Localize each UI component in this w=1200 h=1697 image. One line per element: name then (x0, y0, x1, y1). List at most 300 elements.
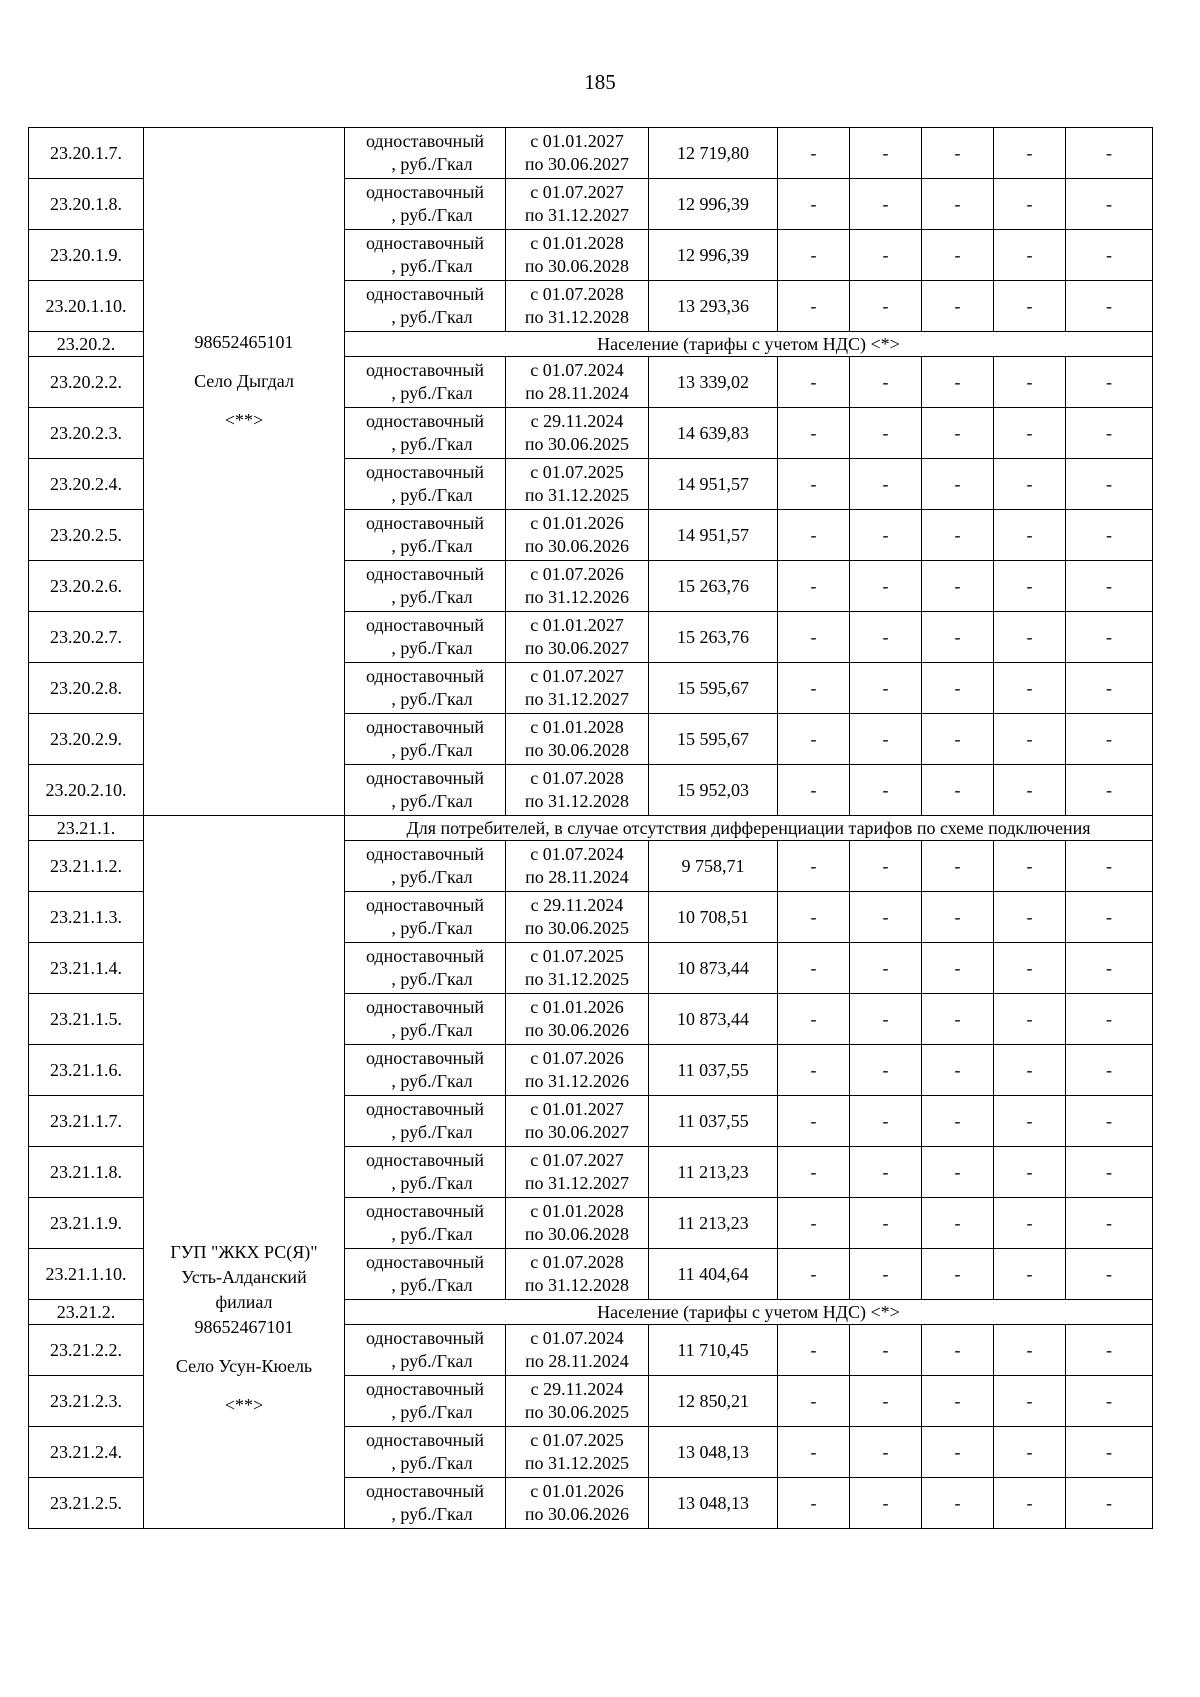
empty-dash: - (994, 1198, 1066, 1249)
rate-type-line1: одноставочный (365, 513, 485, 533)
period-to: по 31.12.2026 (524, 587, 630, 607)
empty-dash: - (1066, 994, 1153, 1045)
empty-dash: - (850, 281, 922, 332)
empty-dash: - (994, 1249, 1066, 1300)
empty-dash: - (778, 943, 850, 994)
rate-type-line1: одноставочный (365, 131, 485, 151)
empty-dash: - (994, 1478, 1066, 1529)
period-to: по 30.06.2025 (524, 434, 630, 454)
empty-dash: - (1066, 357, 1153, 408)
empty-dash: - (922, 230, 994, 281)
period-from: с 01.07.2024 (530, 1328, 624, 1348)
rate-type-line1: одноставочный (365, 615, 485, 635)
empty-dash: - (922, 561, 994, 612)
empty-dash: - (1066, 1198, 1153, 1249)
rate-type-line1: одноставочный (365, 1481, 485, 1501)
empty-dash: - (850, 128, 922, 179)
empty-dash: - (994, 357, 1066, 408)
empty-dash: - (922, 892, 994, 943)
rate-type-line1: одноставочный (365, 997, 485, 1017)
empty-dash: - (922, 1325, 994, 1376)
rate-type (345, 281, 506, 332)
tariff-value: 10 708,51 (649, 892, 778, 943)
row-number: 23.20.2.8. (29, 663, 144, 714)
rate-type-line1: одноставочный (365, 1150, 485, 1170)
empty-dash: - (778, 1427, 850, 1478)
empty-dash: - (994, 765, 1066, 816)
rate-type (345, 357, 506, 408)
empty-dash: - (994, 128, 1066, 179)
period-to: по 30.06.2026 (524, 1020, 630, 1040)
period (506, 765, 649, 816)
period-from: с 01.01.2026 (530, 997, 624, 1017)
period-to: по 31.12.2025 (524, 969, 630, 989)
period-from: с 01.07.2024 (530, 844, 624, 864)
period-to: по 28.11.2024 (525, 1351, 629, 1371)
period-from: с 01.07.2028 (530, 768, 624, 788)
empty-dash: - (1066, 281, 1153, 332)
empty-dash: - (922, 612, 994, 663)
empty-dash: - (778, 1376, 850, 1427)
empty-dash: - (922, 1376, 994, 1427)
period (506, 230, 649, 281)
tariff-value: 13 339,02 (649, 357, 778, 408)
row-number: 23.21.1.5. (29, 994, 144, 1045)
rate-type (345, 1427, 506, 1478)
period-from: с 01.07.2028 (530, 1252, 624, 1272)
period (506, 1427, 649, 1478)
empty-dash: - (922, 714, 994, 765)
empty-dash: - (850, 1427, 922, 1478)
period (506, 994, 649, 1045)
row-number: 23.21.1.7. (29, 1096, 144, 1147)
empty-dash: - (994, 459, 1066, 510)
empty-dash: - (850, 1376, 922, 1427)
rate-type (345, 1325, 506, 1376)
rate-type-line2: , руб./Гкал (391, 485, 473, 505)
empty-dash: - (778, 128, 850, 179)
row-number: 23.21.1.4. (29, 943, 144, 994)
empty-dash: - (994, 179, 1066, 230)
period-from: с 01.01.2027 (530, 131, 624, 151)
period-from: с 29.11.2024 (530, 1379, 624, 1399)
period-to: по 30.06.2028 (524, 256, 630, 276)
rate-type-line2: , руб./Гкал (391, 1020, 473, 1040)
period (506, 1478, 649, 1529)
empty-dash: - (1066, 1096, 1153, 1147)
tariff-value: 10 873,44 (649, 994, 778, 1045)
empty-dash: - (994, 714, 1066, 765)
empty-dash: - (922, 459, 994, 510)
rate-type (345, 1198, 506, 1249)
period (506, 892, 649, 943)
rate-type-line2: , руб./Гкал (391, 1275, 473, 1295)
rate-type-line1: одноставочный (365, 1099, 485, 1119)
empty-dash: - (922, 943, 994, 994)
rate-type (345, 994, 506, 1045)
period-from: с 01.07.2026 (530, 564, 624, 584)
empty-dash: - (778, 230, 850, 281)
period (506, 561, 649, 612)
empty-dash: - (778, 1045, 850, 1096)
org-name: Усть-Алданский (181, 1267, 307, 1287)
rate-type (345, 1478, 506, 1529)
empty-dash: - (922, 408, 994, 459)
rate-type (345, 230, 506, 281)
period (506, 1096, 649, 1147)
empty-dash: - (850, 1045, 922, 1096)
period-to: по 30.06.2028 (524, 1224, 630, 1244)
empty-dash: - (922, 510, 994, 561)
empty-dash: - (1066, 1325, 1153, 1376)
empty-dash: - (850, 408, 922, 459)
empty-dash: - (922, 765, 994, 816)
period-from: с 01.01.2028 (530, 233, 624, 253)
empty-dash: - (922, 179, 994, 230)
rate-type-line1: одноставочный (365, 284, 485, 304)
tariff-value: 15 263,76 (649, 561, 778, 612)
rate-type-line1: одноставочный (365, 182, 485, 202)
period (506, 841, 649, 892)
empty-dash: - (1066, 1427, 1153, 1478)
period-to: по 31.12.2025 (524, 485, 630, 505)
empty-dash: - (850, 1147, 922, 1198)
empty-dash: - (922, 1147, 994, 1198)
empty-dash: - (850, 561, 922, 612)
empty-dash: - (1066, 892, 1153, 943)
rate-type (345, 841, 506, 892)
period-from: с 29.11.2024 (530, 411, 624, 431)
row-number: 23.21.1.9. (29, 1198, 144, 1249)
empty-dash: - (1066, 1249, 1153, 1300)
period-to: по 30.06.2026 (524, 536, 630, 556)
org-note: <**> (224, 1395, 264, 1415)
empty-dash: - (778, 994, 850, 1045)
row-number: 23.20.2.4. (29, 459, 144, 510)
empty-dash: - (1066, 561, 1153, 612)
empty-dash: - (1066, 1478, 1153, 1529)
rate-type-line2: , руб./Гкал (391, 154, 473, 174)
rate-type-line2: , руб./Гкал (391, 1224, 473, 1244)
empty-dash: - (850, 179, 922, 230)
tariff-value: 14 639,83 (649, 408, 778, 459)
rate-type-line1: одноставочный (365, 1328, 485, 1348)
empty-dash: - (922, 1427, 994, 1478)
period (506, 357, 649, 408)
empty-dash: - (1066, 179, 1153, 230)
empty-dash: - (1066, 714, 1153, 765)
empty-dash: - (778, 408, 850, 459)
section-title: Население (тарифы с учетом НДС) <*> (345, 332, 1153, 357)
rate-type-line1: одноставочный (365, 768, 485, 788)
period-from: с 29.11.2024 (530, 895, 624, 915)
tariff-value: 12 996,39 (649, 179, 778, 230)
period-to: по 30.06.2027 (524, 638, 630, 658)
rate-type-line2: , руб./Гкал (391, 1402, 473, 1422)
row-number: 23.20.2.3. (29, 408, 144, 459)
rate-type (345, 1147, 506, 1198)
rate-type-line2: , руб./Гкал (391, 434, 473, 454)
org-settlement: Село Усун-Кюель (175, 1356, 313, 1376)
row-number: 23.21.2.2. (29, 1325, 144, 1376)
tariff-value: 10 873,44 (649, 943, 778, 994)
rate-type (345, 408, 506, 459)
empty-dash: - (850, 943, 922, 994)
empty-dash: - (850, 357, 922, 408)
empty-dash: - (1066, 459, 1153, 510)
empty-dash: - (850, 510, 922, 561)
rate-type (345, 663, 506, 714)
empty-dash: - (922, 1249, 994, 1300)
rate-type (345, 943, 506, 994)
empty-dash: - (994, 892, 1066, 943)
empty-dash: - (778, 765, 850, 816)
row-number: 23.21.2.3. (29, 1376, 144, 1427)
org-info (144, 128, 344, 433)
section-number: 23.21.2. (29, 1300, 144, 1325)
rate-type (345, 561, 506, 612)
period (506, 714, 649, 765)
empty-dash: - (1066, 663, 1153, 714)
period-to: по 31.12.2028 (524, 307, 630, 327)
empty-dash: - (778, 663, 850, 714)
rate-type-line1: одноставочный (365, 946, 485, 966)
period-to: по 30.06.2025 (524, 1402, 630, 1422)
section-number: 23.21.1. (29, 816, 144, 841)
rate-type (345, 1045, 506, 1096)
rate-type-line1: одноставочный (365, 411, 485, 431)
empty-dash: - (1066, 230, 1153, 281)
empty-dash: - (850, 1096, 922, 1147)
period-to: по 31.12.2028 (524, 791, 630, 811)
empty-dash: - (922, 994, 994, 1045)
row-number: 23.20.1.8. (29, 179, 144, 230)
empty-dash: - (778, 281, 850, 332)
org-name: ГУП "ЖКХ РС(Я)" (170, 1242, 318, 1262)
period (506, 1198, 649, 1249)
empty-dash: - (1066, 765, 1153, 816)
empty-dash: - (850, 841, 922, 892)
empty-dash: - (922, 1478, 994, 1529)
rate-type (345, 714, 506, 765)
period (506, 1147, 649, 1198)
rate-type-line2: , руб./Гкал (391, 1504, 473, 1524)
tariff-value: 14 951,57 (649, 459, 778, 510)
rate-type-line2: , руб./Гкал (391, 1071, 473, 1091)
org-info (144, 816, 344, 1418)
period-to: по 31.12.2027 (524, 1173, 630, 1193)
rate-type-line1: одноставочный (365, 666, 485, 686)
empty-dash: - (922, 1198, 994, 1249)
row-number: 23.21.1.10. (29, 1249, 144, 1300)
empty-dash: - (922, 357, 994, 408)
period (506, 1045, 649, 1096)
rate-type-line1: одноставочный (365, 717, 485, 737)
period (506, 408, 649, 459)
empty-dash: - (850, 1249, 922, 1300)
empty-dash: - (922, 841, 994, 892)
period-from: с 01.07.2025 (530, 1430, 624, 1450)
row-number: 23.21.1.6. (29, 1045, 144, 1096)
tariff-value: 15 952,03 (649, 765, 778, 816)
empty-dash: - (850, 612, 922, 663)
period (506, 663, 649, 714)
rate-type-line2: , руб./Гкал (391, 638, 473, 658)
org-cell-a (144, 128, 345, 816)
tariff-value: 15 595,67 (649, 663, 778, 714)
row-number: 23.20.1.10. (29, 281, 144, 332)
period (506, 1325, 649, 1376)
period-to: по 28.11.2024 (525, 867, 629, 887)
empty-dash: - (778, 1147, 850, 1198)
rate-type-line2: , руб./Гкал (391, 1351, 473, 1371)
period (506, 179, 649, 230)
rate-type-line2: , руб./Гкал (391, 1173, 473, 1193)
period (506, 1376, 649, 1427)
empty-dash: - (994, 1147, 1066, 1198)
row-number: 23.21.1.8. (29, 1147, 144, 1198)
period-from: с 01.01.2027 (530, 1099, 624, 1119)
period-to: по 30.06.2027 (524, 1122, 630, 1142)
period (506, 128, 649, 179)
empty-dash: - (994, 612, 1066, 663)
period-from: с 01.01.2026 (530, 1481, 624, 1501)
empty-dash: - (994, 994, 1066, 1045)
row-number: 23.20.1.7. (29, 128, 144, 179)
org-note: <**> (224, 410, 264, 430)
empty-dash: - (994, 943, 1066, 994)
org-cell-b (144, 816, 345, 1529)
empty-dash: - (922, 1096, 994, 1147)
empty-dash: - (994, 1376, 1066, 1427)
rate-type-line2: , руб./Гкал (391, 1122, 473, 1142)
tariff-value: 11 404,64 (649, 1249, 778, 1300)
rate-type-line1: одноставочный (365, 1430, 485, 1450)
empty-dash: - (778, 459, 850, 510)
row-number: 23.20.2.2. (29, 357, 144, 408)
period-to: по 31.12.2026 (524, 1071, 630, 1091)
tariff-value: 11 213,23 (649, 1198, 778, 1249)
tariff-value: 13 293,36 (649, 281, 778, 332)
empty-dash: - (778, 1478, 850, 1529)
empty-dash: - (1066, 612, 1153, 663)
tariff-table-body (29, 128, 1153, 1529)
empty-dash: - (922, 663, 994, 714)
page-number: 185 (584, 70, 616, 94)
rate-type-line2: , руб./Гкал (391, 918, 473, 938)
period (506, 510, 649, 561)
empty-dash: - (850, 459, 922, 510)
tariff-value: 13 048,13 (649, 1427, 778, 1478)
rate-type-line1: одноставочный (365, 895, 485, 915)
row-number: 23.21.2.4. (29, 1427, 144, 1478)
section-title: Население (тарифы с учетом НДС) <*> (345, 1300, 1153, 1325)
row-number: 23.20.2.10. (29, 765, 144, 816)
tariff-value: 13 048,13 (649, 1478, 778, 1529)
section-title: Для потребителей, в случае отсутствия дифференциации тарифов по схеме подключения (345, 816, 1153, 841)
empty-dash: - (994, 561, 1066, 612)
tariff-table (28, 127, 1153, 1529)
empty-dash: - (850, 1478, 922, 1529)
empty-dash: - (850, 1198, 922, 1249)
empty-dash: - (850, 994, 922, 1045)
empty-dash: - (994, 510, 1066, 561)
tariff-value: 14 951,57 (649, 510, 778, 561)
empty-dash: - (778, 612, 850, 663)
empty-dash: - (850, 892, 922, 943)
rate-type-line2: , руб./Гкал (391, 867, 473, 887)
section-row (29, 816, 1153, 841)
period-to: по 31.12.2025 (524, 1453, 630, 1473)
empty-dash: - (994, 1096, 1066, 1147)
empty-dash: - (1066, 1045, 1153, 1096)
row-number: 23.21.1.3. (29, 892, 144, 943)
org-settlement: Село Дыгдал (194, 371, 294, 391)
table-row (29, 128, 1153, 179)
rate-type-line1: одноставочный (365, 844, 485, 864)
period-to: по 30.06.2027 (524, 154, 630, 174)
empty-dash: - (778, 1096, 850, 1147)
rate-type-line2: , руб./Гкал (391, 1453, 473, 1473)
rate-type-line2: , руб./Гкал (391, 307, 473, 327)
empty-dash: - (850, 663, 922, 714)
rate-type-line1: одноставочный (365, 1201, 485, 1221)
empty-dash: - (778, 1198, 850, 1249)
rate-type-line2: , руб./Гкал (391, 383, 473, 403)
row-number: 23.20.2.5. (29, 510, 144, 561)
period-from: с 01.07.2025 (530, 946, 624, 966)
empty-dash: - (778, 1325, 850, 1376)
section-number: 23.20.2. (29, 332, 144, 357)
period-from: с 01.01.2028 (530, 1201, 624, 1221)
empty-dash: - (778, 892, 850, 943)
period-to: по 31.12.2027 (524, 689, 630, 709)
rate-type-line2: , руб./Гкал (391, 205, 473, 225)
tariff-value: 12 850,21 (649, 1376, 778, 1427)
org-code: 98652467101 (194, 1317, 294, 1337)
org-code: 98652465101 (194, 332, 294, 352)
empty-dash: - (994, 841, 1066, 892)
period-from: с 01.01.2027 (530, 615, 624, 635)
rate-type-line2: , руб./Гкал (391, 587, 473, 607)
rate-type-line2: , руб./Гкал (391, 791, 473, 811)
tariff-value: 9 758,71 (649, 841, 778, 892)
period-to: по 30.06.2026 (524, 1504, 630, 1524)
rate-type-line1: одноставочный (365, 564, 485, 584)
rate-type-line2: , руб./Гкал (391, 969, 473, 989)
rate-type (345, 128, 506, 179)
rate-type-line2: , руб./Гкал (391, 740, 473, 760)
empty-dash: - (1066, 408, 1153, 459)
empty-dash: - (994, 1325, 1066, 1376)
empty-dash: - (1066, 510, 1153, 561)
empty-dash: - (1066, 1147, 1153, 1198)
row-number: 23.21.2.5. (29, 1478, 144, 1529)
empty-dash: - (778, 561, 850, 612)
empty-dash: - (994, 408, 1066, 459)
empty-dash: - (994, 1427, 1066, 1478)
empty-dash: - (850, 1325, 922, 1376)
period (506, 1249, 649, 1300)
period-to: по 30.06.2025 (524, 918, 630, 938)
period (506, 612, 649, 663)
rate-type-line1: одноставочный (365, 1252, 485, 1272)
empty-dash: - (1066, 1376, 1153, 1427)
period (506, 281, 649, 332)
period-to: по 28.11.2024 (525, 383, 629, 403)
tariff-value: 11 037,55 (649, 1045, 778, 1096)
period-from: с 01.07.2024 (530, 360, 624, 380)
